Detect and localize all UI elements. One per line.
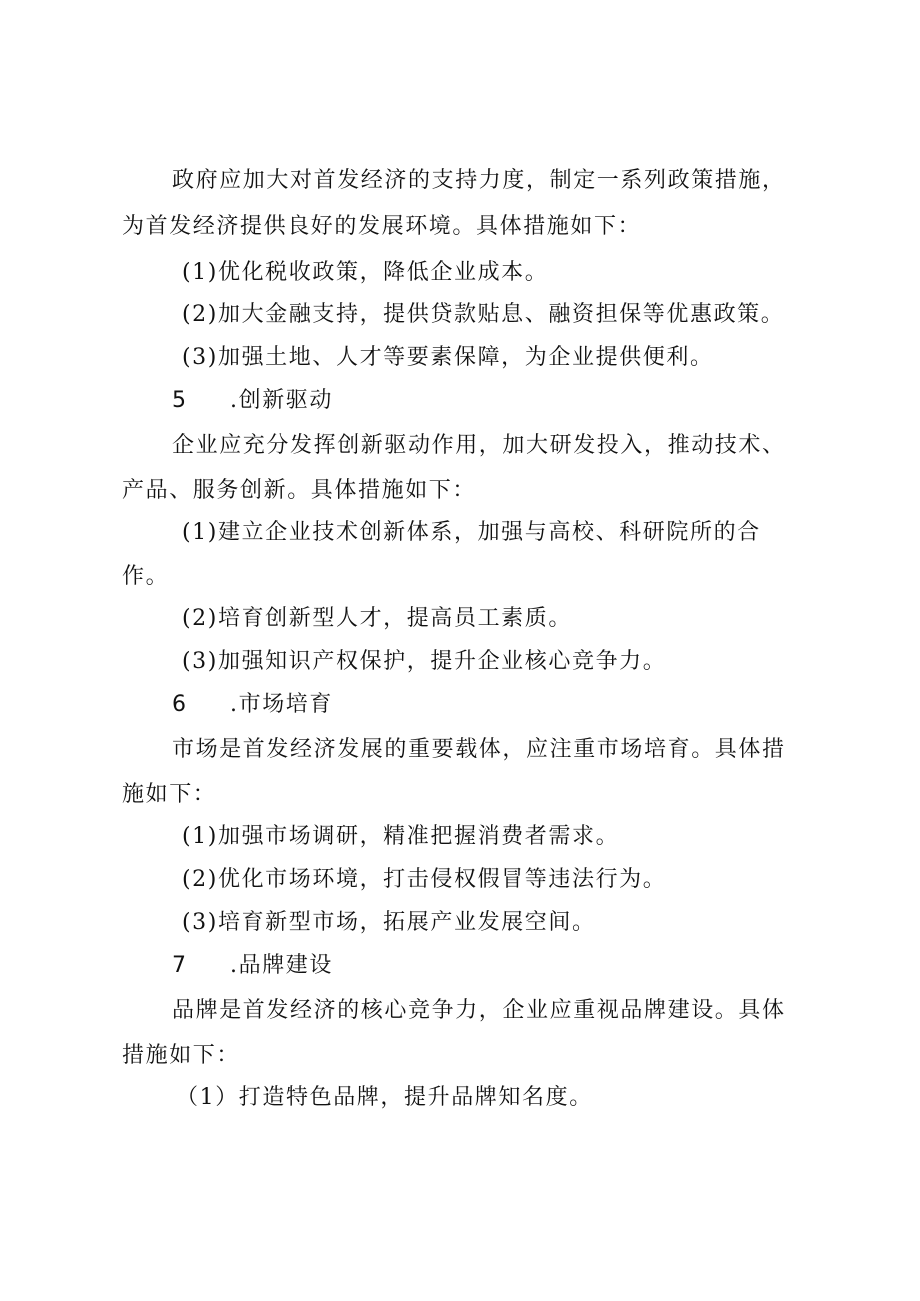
list-item: (1)加强市场调研，精准把握消费者需求。 [182, 824, 620, 849]
list-item: (3)加强知识产权保护，提升企业核心竞争力。 [182, 649, 667, 674]
paragraph-line: 政府应加大对首发经济的支持力度，制定一系列政策措施， [172, 168, 786, 193]
list-item: (1)优化税收政策，降低企业成本。 [182, 260, 549, 285]
paragraph-line: 企业应充分发挥创新驱动作用，加大研发投入，推动技术、 [172, 433, 786, 458]
list-item: (1)建立企业技术创新体系，加强与高校、科研院所的合 [182, 520, 761, 545]
section-number: 7 [172, 953, 186, 978]
list-item: (2)培育创新型人才，提高员工素质。 [182, 606, 572, 631]
paragraph-line: 为首发经济提供良好的发展环境。具体措施如下： [122, 214, 642, 239]
paragraph-line: 施如下： [122, 782, 217, 807]
section-title: .品牌建设 [230, 953, 333, 978]
list-item: (2)优化市场环境，打击侵权假冒等违法行为。 [182, 867, 667, 892]
list-item: （1）打造特色品牌，提升品牌知名度。 [176, 1085, 593, 1110]
paragraph-line: 市场是首发经济发展的重要载体，应注重市场培育。具体措 [172, 737, 786, 762]
section-number: 5 [172, 388, 186, 413]
section-number: 6 [172, 692, 186, 717]
list-item: (3)培育新型市场，拓展产业发展空间。 [182, 910, 596, 935]
paragraph-line: 品牌是首发经济的核心竞争力，企业应重视品牌建设。具体 [172, 998, 786, 1023]
list-item: (3)加强土地、人才等要素保障，为企业提供便利。 [182, 345, 714, 370]
paragraph-line: 措施如下： [122, 1043, 241, 1068]
list-item-continuation: 作。 [122, 564, 170, 589]
section-title: .市场培育 [230, 692, 333, 717]
list-item: (2)加大金融支持，提供贷款贴息、融资担保等优惠政策。 [182, 302, 785, 327]
section-title: .创新驱动 [230, 388, 333, 413]
paragraph-line: 产品、服务创新。具体措施如下： [122, 478, 477, 503]
